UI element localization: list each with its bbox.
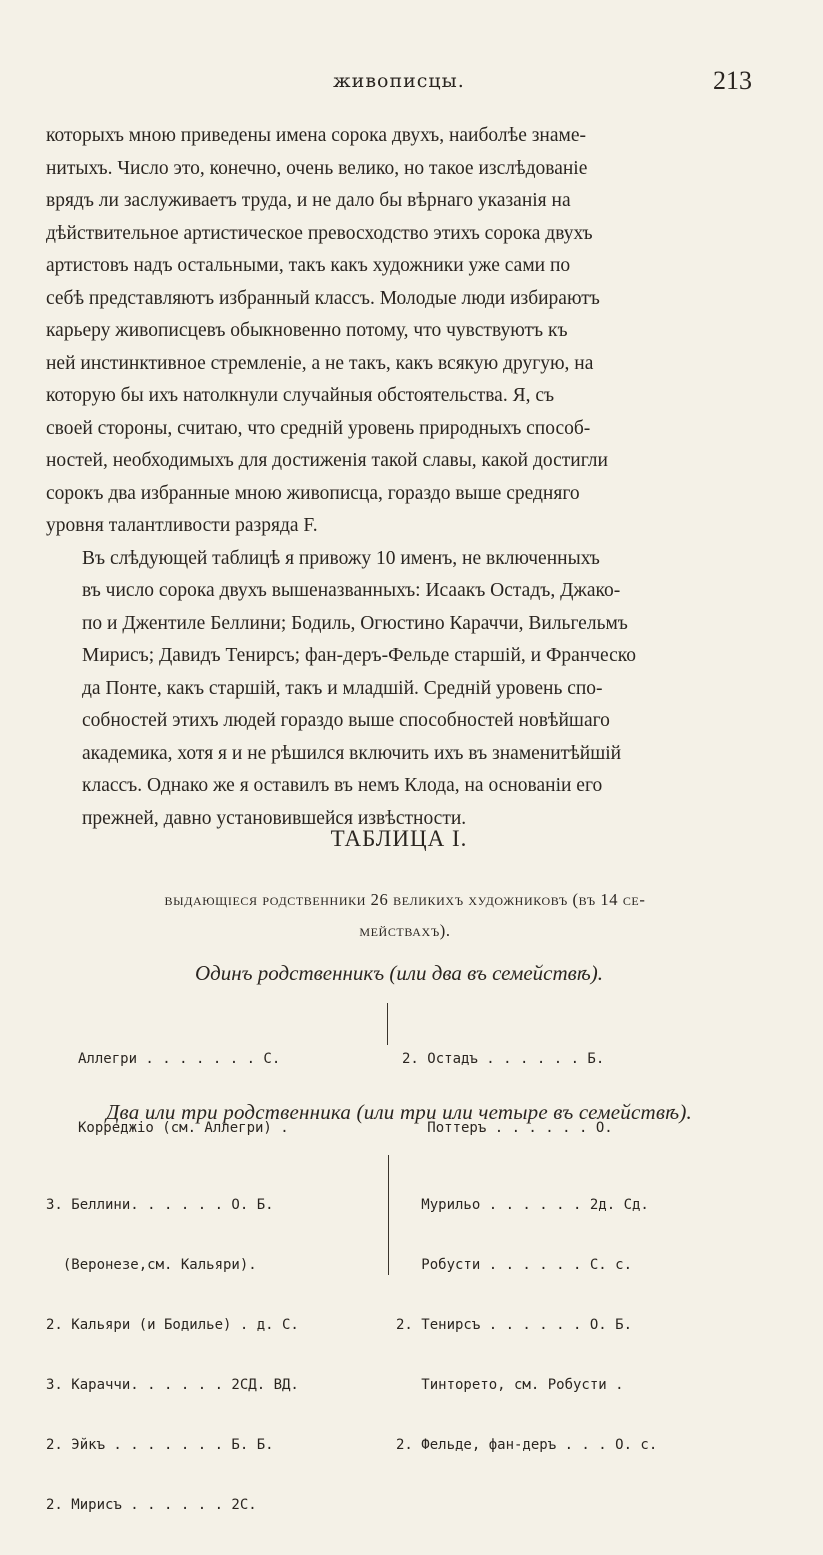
text-line: нитыхъ. Число это, конечно, очень велико, но такое изслѣдованіе — [46, 157, 588, 179]
table-entry: Поттеръ . . . . . . О. — [402, 1120, 613, 1136]
running-title: живописцы. — [333, 70, 465, 92]
table-title: ТАБЛИЦА I. — [330, 826, 468, 851]
text-line: себѣ представляютъ избранный классъ. Молодые люди избираютъ — [46, 287, 600, 309]
text-line: Въ слѣдующей таблицѣ я привожу 10 именъ, не включенныхъ — [82, 547, 600, 569]
text-line: въ число сорока двухъ вышеназванныхъ: Исаакъ Остадъ, Джако- — [82, 580, 621, 601]
text-line: врядъ ли заслуживаетъ труда, и не дало бы вѣрнаго указанія на — [46, 190, 571, 211]
table-subtitle — [60, 884, 750, 946]
table-entry: 2. Кальяри (и Бодилье) . д. С. — [46, 1317, 299, 1333]
text-line: дѣйствительное артистическое превосходство этихъ сорока двухъ — [46, 222, 593, 244]
paragraph-1 — [46, 120, 752, 543]
table-entry: Робусти . . . . . . С. с. — [396, 1257, 633, 1273]
table-entry: Аллегри . . . . . . . С. — [78, 1051, 281, 1067]
text-line: карьеру живописцевъ обыкновенно потому, что чувствуютъ къ — [46, 320, 568, 341]
text-line: ней инстинктивное стремленіе, а не такъ, какъ всякую другую, на — [46, 352, 594, 374]
table-entry: 2. Тенирсъ . . . . . . О. Б. — [396, 1317, 633, 1333]
table-entry: Мурильо . . . . . . 2д. Сд. — [396, 1197, 649, 1213]
column-divider — [388, 1155, 389, 1275]
text-line: собностей этихъ людей гораздо выше способностей новѣйшаго — [82, 710, 610, 731]
body-text — [46, 120, 752, 835]
text-line: по и Джентиле Беллини; Бодиль, Огюстино Караччи, Вильгельмъ — [82, 612, 628, 634]
text-line: которую бы ихъ натолкнули случайныя обстоятельства. Я, съ — [46, 385, 555, 406]
table-entry: 2. Фельде, фан-деръ . . . О. с. — [396, 1437, 658, 1453]
text-line: классъ. Однако же я оставилъ въ немъ Клода, на основаніи его — [82, 775, 603, 796]
section2-right-column — [396, 1155, 657, 1495]
section-heading-one-relative: Одинъ родственникъ (или два въ семействѣ). — [194, 961, 604, 985]
table-entry: Корреджіо (см. Аллегри) . — [78, 1120, 289, 1136]
section-heading-two-three-relatives: Два или три родственника (или три или четыре въ семействѣ). — [105, 1100, 692, 1124]
table-entry: 2. Мирисъ . . . . . . 2С. — [46, 1497, 257, 1513]
text-line: которыхъ мною приведены имена сорока двухъ, наиболѣе знаме- — [46, 125, 587, 146]
table-entry: (Веронезе,см. Кальяри). — [46, 1257, 257, 1273]
table-entry: Тинторето, см. Робусти . — [396, 1377, 624, 1393]
text-line: артистовъ надъ остальными, такъ какъ художники уже сами по — [46, 255, 571, 276]
subtitle-line: мействахъ). — [359, 921, 451, 940]
table-entry: 3. Караччи. . . . . . 2СД. ВД. — [46, 1377, 299, 1393]
text-line: да Понте, какъ старшій, такъ и младшій. Средній уровень спо- — [82, 677, 603, 699]
running-head — [46, 66, 752, 96]
subtitle-line: выдающіеся родственники 26 великихъ художниковъ (въ 14 се- — [164, 890, 646, 909]
column-divider — [387, 1003, 388, 1045]
text-line: ностей, необходимыхъ для достиженія такой славы, какой достигли — [46, 450, 608, 471]
text-line: сорокъ два избранные мною живописца, гораздо выше средняго — [46, 482, 580, 504]
table-entry: 3. Беллини. . . . . . О. Б. — [46, 1197, 274, 1213]
table-entry: 2. Эйкъ . . . . . . . Б. Б. — [46, 1437, 274, 1453]
text-line: своей стороны, считаю, что средній уровень природныхъ способ- — [46, 417, 591, 439]
paragraph-2 — [46, 543, 752, 836]
text-line: прежней, давно установившейся извѣстности. — [82, 807, 467, 829]
table-entry: 2. Остадъ . . . . . . Б. — [402, 1051, 605, 1067]
page-number: 213 — [713, 66, 752, 95]
text-line: уровня талантливости разряда F. — [46, 515, 318, 536]
text-line: академика, хотя я и не рѣшился включить ихъ въ знаменитѣйшій — [82, 742, 622, 764]
text-line: Мирисъ; Давидъ Тенирсъ; фан-деръ-Фельде старшій, и Франческо — [82, 645, 637, 666]
section2-left-column — [46, 1155, 299, 1555]
